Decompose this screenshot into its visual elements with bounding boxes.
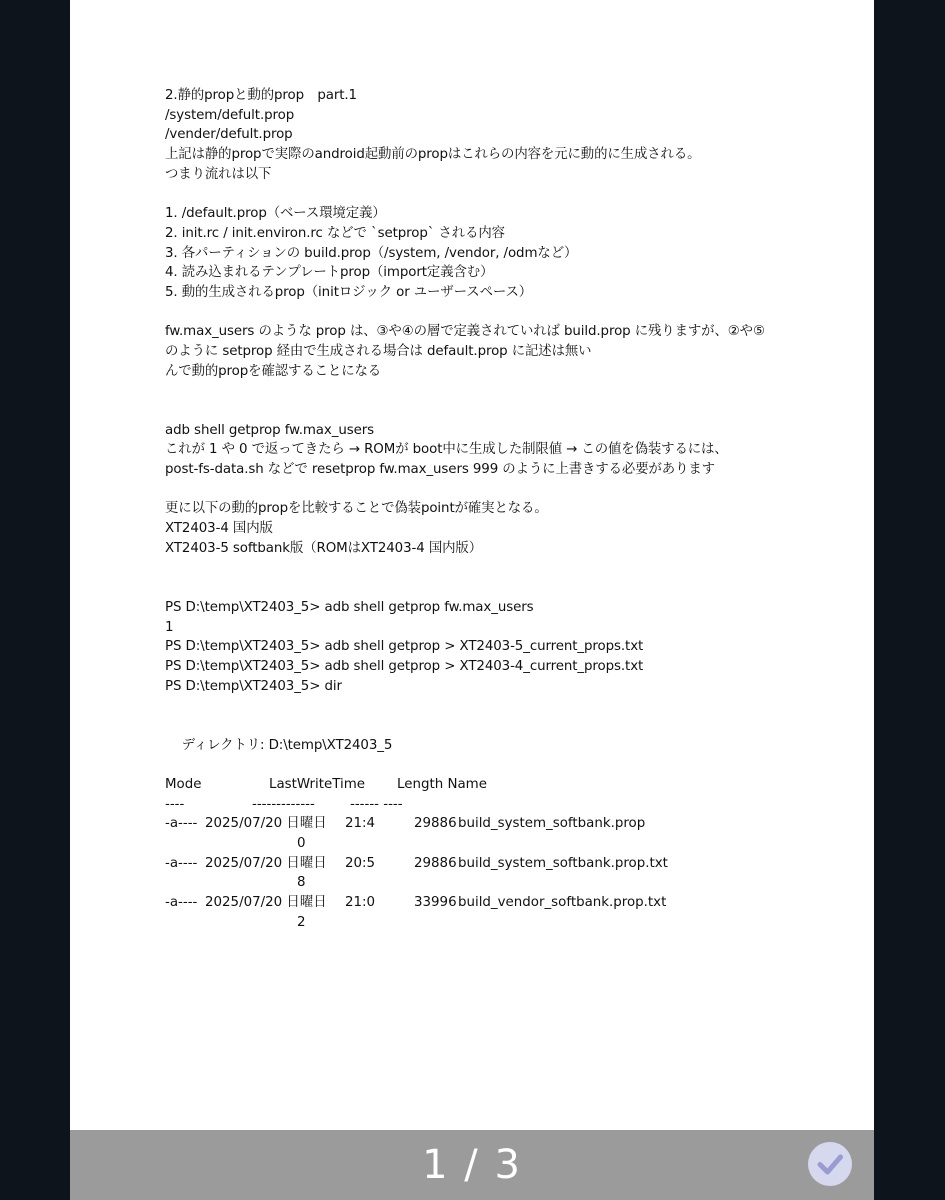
entry-name: build_system_softbank.prop: [458, 816, 646, 832]
entry-time-wrap: 2: [297, 914, 306, 930]
text-line: 3. 各パーティションの build.prop（/system, /vendor, /odmなど）: [165, 245, 578, 261]
text-line: PS D:\temp\XT2403_5> adb shell getprop > XT2403-5_current_props.txt: [165, 639, 644, 655]
dir-header-row: [165, 775, 765, 795]
text-line: つまり流れは以下: [165, 166, 272, 182]
dir-entry-row: [165, 893, 765, 913]
entry-time: 21:0: [345, 895, 376, 911]
blank-line: [165, 381, 845, 401]
text-line: これが 1 や 0 で返ってきたら → ROMが boot中に生成した制限値 → この値を偽装するには、: [165, 442, 728, 458]
entry-name: build_system_softbank.prop.txt: [458, 855, 668, 871]
confirm-button[interactable]: [808, 1142, 852, 1186]
entry-mode: -a----: [165, 855, 198, 871]
dir-header-mode: Mode: [165, 777, 202, 792]
text-line: 上記は静的propで実際のandroid起動前のpropはこれらの内容を元に動的に生成される。: [165, 147, 701, 163]
text-line: XT2403-4 国内版: [165, 521, 273, 537]
blank-line: [165, 401, 845, 421]
entry-time: 21:4: [345, 816, 376, 832]
viewer-footer-bar: [70, 1130, 874, 1200]
entry-date: 2025/07/20 日曜日: [205, 855, 327, 871]
text-line: PS D:\temp\XT2403_5> dir: [165, 678, 342, 694]
text-line: adb shell getprop fw.max_users: [165, 422, 375, 438]
blank-line: [165, 303, 845, 323]
entry-mode: -a----: [165, 895, 198, 911]
entry-time-wrap: 0: [297, 836, 306, 852]
dir-dashes-time: -------------: [252, 796, 315, 812]
directory-listing: [165, 775, 765, 933]
dir-entry-row: [165, 814, 765, 834]
text-line: 4. 読み込まれるテンプレートprop（import定義含む）: [165, 265, 494, 281]
dir-dashes-row: [165, 795, 765, 815]
blank-line: [165, 559, 845, 579]
text-line: 2. init.rc / init.environ.rc などで `setprop` される内容: [165, 225, 505, 241]
entry-date: 2025/07/20 日曜日: [205, 816, 327, 832]
dir-entry-wrap-row: [165, 873, 765, 893]
blank-line: [165, 184, 845, 204]
entry-time-wrap: 8: [297, 875, 306, 891]
dir-dashes-mode: ----: [165, 796, 185, 812]
check-icon: [808, 1142, 852, 1186]
dir-entry-wrap-row: [165, 834, 765, 854]
text-line: post-fs-data.sh などで resetprop fw.max_users 999 のように上書きする必要があります: [165, 462, 715, 478]
document-text: [165, 86, 845, 755]
document-page: [70, 0, 874, 1130]
blank-line: [165, 716, 845, 736]
text-line: PS D:\temp\XT2403_5> adb shell getprop > XT2403-4_current_props.txt: [165, 658, 644, 674]
text-line: 1. /default.prop（ベース環境定義）: [165, 206, 386, 222]
text-line: 2.静的propと動的prop part.1: [165, 88, 357, 103]
text-line: /vender/defult.prop: [165, 127, 293, 143]
text-line: PS D:\temp\XT2403_5> adb shell getprop fw.max_users: [165, 599, 534, 615]
text-line: 更に以下の動的propを比較することで偽装pointが確実となる。: [165, 501, 548, 517]
text-line: のように setprop 経由で生成される場合は default.prop に記述は無い: [165, 343, 592, 359]
blank-line: [165, 696, 845, 716]
dir-entry-row: [165, 854, 765, 874]
entry-time: 20:5: [345, 855, 376, 871]
text-line: んで動的propを確認することになる: [165, 363, 382, 379]
dir-entry-wrap-row: [165, 913, 765, 933]
entry-date: 2025/07/20 日曜日: [205, 895, 327, 911]
blank-line: [165, 578, 845, 598]
entry-name: build_vendor_softbank.prop.txt: [458, 895, 667, 911]
dir-dashes-length: ------ ----: [350, 796, 403, 812]
entry-mode: -a----: [165, 816, 198, 832]
page-indicator: 1 / 3: [422, 1142, 522, 1188]
text-line: ディレクトリ: D:\temp\XT2403_5: [165, 737, 393, 753]
text-line: /system/defult.prop: [165, 107, 295, 123]
dir-header-lastwritetime: LastWriteTime: [269, 777, 366, 792]
text-line: 5. 動的生成されるprop（initロジック or ユーザースペース）: [165, 284, 533, 300]
blank-line: [165, 480, 845, 500]
text-line: 1: [165, 619, 174, 635]
entry-length: 29886: [414, 816, 457, 832]
entry-length: 29886: [414, 855, 457, 871]
text-line: fw.max_users のような prop は、③や④の層で定義されていれば build.prop に残りますが、②や⑤: [165, 324, 765, 340]
entry-length: 33996: [414, 895, 457, 911]
dir-header-length-name: Length Name: [397, 777, 487, 792]
text-line: XT2403-5 softbank版（ROMはXT2403-4 国内版）: [165, 540, 482, 556]
